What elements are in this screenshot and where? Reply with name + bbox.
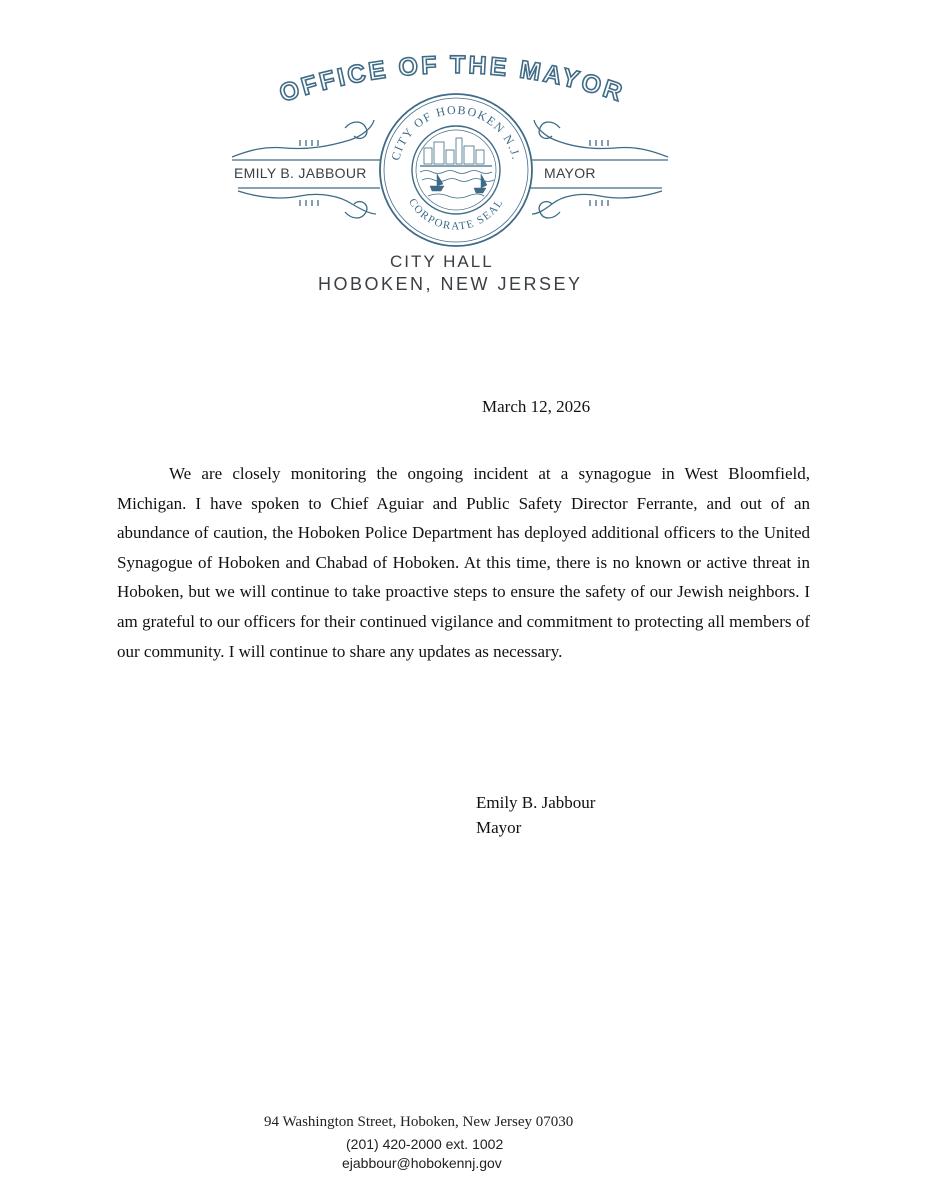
city-seal bbox=[380, 94, 532, 246]
letter-body: We are closely monitoring the ongoing incident at a synagogue in West Bloomfield, Michigan. I have spoken to Chief Aguiar and Public Safety Director Ferrante, and out of an abundance of caution, the Hoboken Police Department has deployed additional officers to the United Synagogue of Hoboken and Chabad of Hoboken. At this time, there is no known or active threat in Hoboken, but we will continue to take proactive steps to ensure the safety of our Jewish neighbors. I am grateful to our officers for their continued vigilance and commitment to protecting all members of our community. I will continue to share any updates as necessary. bbox=[117, 464, 810, 661]
letter-date: March 12, 2026 bbox=[482, 397, 591, 416]
seal-top-text: CITY OF HOBOKEN N.J. bbox=[388, 102, 524, 162]
signature-name: Emily B. Jabbour bbox=[476, 793, 596, 812]
letterhead bbox=[0, 0, 927, 310]
footer-address: 94 Washington Street, Hoboken, New Jersey 07030 bbox=[264, 1114, 574, 1130]
office-title: OFFICE OF THE MAYOR bbox=[276, 50, 629, 108]
mayor-name-header: EMILY B. JABBOUR bbox=[234, 165, 367, 181]
footer-email: ejabbour@hobokennj.gov bbox=[342, 1155, 502, 1171]
seal-bottom-text: CORPORATE SEAL bbox=[405, 196, 507, 233]
mayor-title-header: MAYOR bbox=[544, 165, 596, 181]
signature-title: Mayor bbox=[476, 818, 522, 837]
signature-block bbox=[476, 790, 595, 840]
city-state-label: HOBOKEN, NEW JERSEY bbox=[318, 274, 583, 294]
city-hall-label: CITY HALL bbox=[390, 252, 494, 271]
footer-phone: (201) 420-2000 ext. 1002 bbox=[346, 1136, 504, 1152]
